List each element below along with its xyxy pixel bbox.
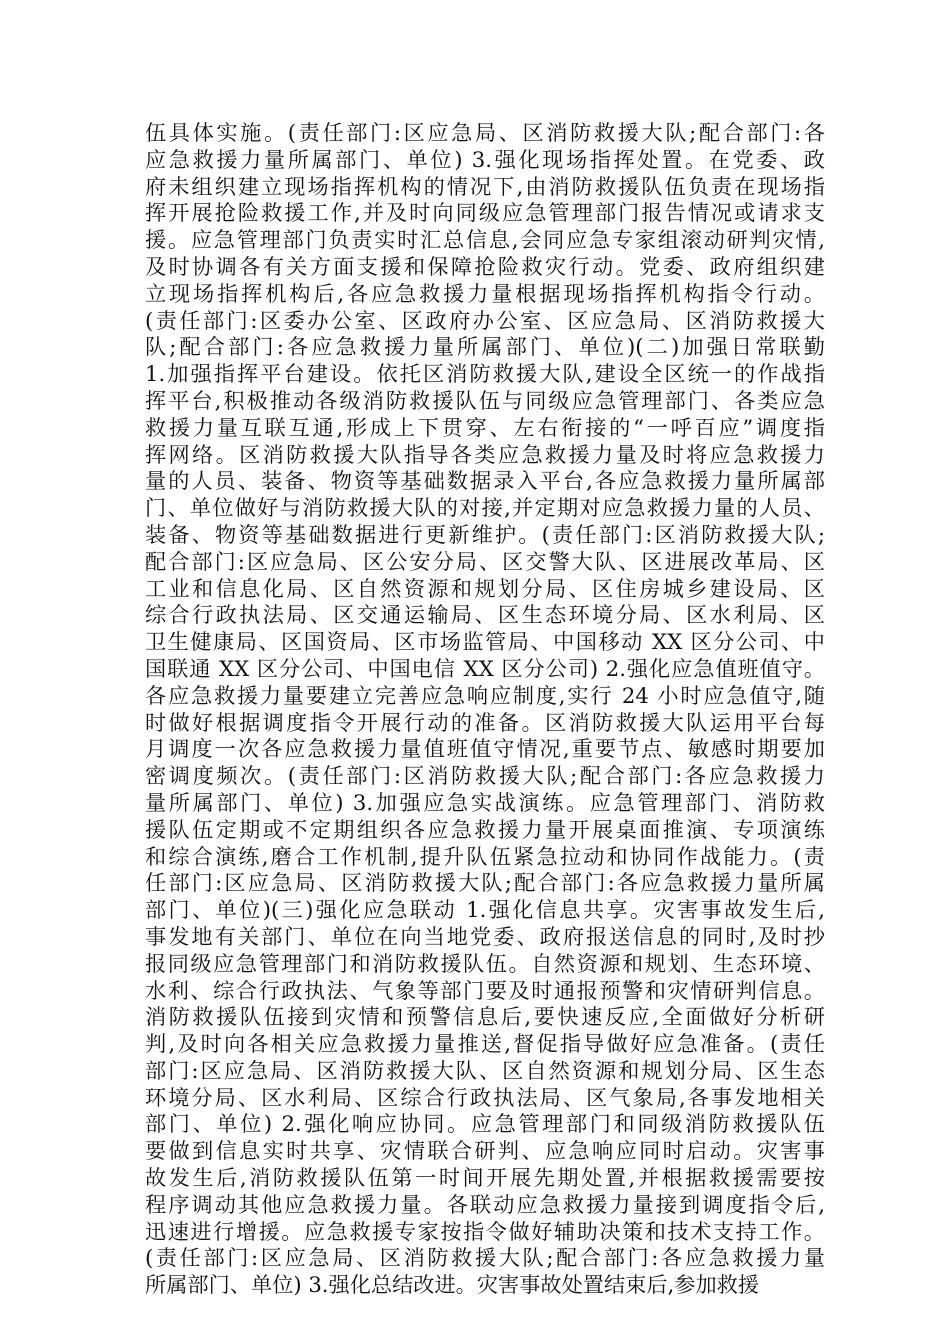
text-line: 装备、物资等基础数据进行更新维护。(责任部门:区消防救援大队; <box>145 521 825 547</box>
text-line: 故发生后,消防救援队伍第一时间开展先期处置,并根据救援需要按 <box>145 1165 825 1191</box>
text-line: 部门、单位)(三)强化应急联动 1.强化信息共享。灾害事故发生后, <box>145 897 825 923</box>
text-line: 和综合演练,磨合工作机制,提升队伍紧急拉动和协同作战能力。(责 <box>145 843 825 869</box>
text-line: 队;配合部门:各应急救援力量所属部门、单位)(二)加强日常联勤 <box>145 334 825 360</box>
text-line: 任部门:区应急局、区消防救援大队;配合部门:各应急救援力量所属 <box>145 870 825 896</box>
text-line: 伍具体实施。(责任部门:区应急局、区消防救援大队;配合部门:各 <box>145 120 825 145</box>
text-line: 立现场指挥机构后,各应急救援力量根据现场指挥机构指令行动。 <box>145 280 825 306</box>
text-line: 量的人员、装备、物资等基础数据录入平台,各应急救援力量所属部 <box>145 468 825 494</box>
text-line: 迅速进行增援。应急救援专家按指令做好辅助决策和技术支持工作。 <box>145 1218 825 1244</box>
text-line: 挥网络。区消防救援大队指导各类应急救援力量及时将应急救援力 <box>145 441 825 467</box>
text-line: 门、单位做好与消防救援大队的对接,并定期对应急救援力量的人员、 <box>145 495 825 521</box>
text-line: 判,及时向各相关应急救援力量推送,督促指导做好应急准备。(责任 <box>145 1031 825 1057</box>
text-line: 程序调动其他应急救援力量。各联动应急救援力量接到调度指令后, <box>145 1191 825 1217</box>
text-line: 国联通 XX 区分公司、中国电信 XX 区分公司) 2.强化应急值班值守。 <box>145 655 825 681</box>
text-line: (责任部门:区委办公室、区政府办公室、区应急局、区消防救援大 <box>145 307 825 333</box>
text-line: 府未组织建立现场指挥机构的情况下,由消防救援队伍负责在现场指 <box>145 173 825 199</box>
body-text <box>145 120 825 1299</box>
text-line: 时做好根据调度指令开展行动的准备。区消防救援大队运用平台每 <box>145 709 825 735</box>
text-line: 援队伍定期或不定期组织各应急救援力量开展桌面推演、专项演练 <box>145 816 825 842</box>
text-line: 月调度一次各应急救援力量值班值守情况,重要节点、敏感时期要加 <box>145 736 825 762</box>
text-line: 报同级应急管理部门和消防救援队伍。自然资源和规划、生态环境、 <box>145 950 825 976</box>
text-line: 综合行政执法局、区交通运输局、区生态环境分局、区水利局、区 <box>145 602 825 628</box>
text-line: (责任部门:区应急局、区消防救援大队;配合部门:各应急救援力量 <box>145 1245 825 1271</box>
text-line: 援。应急管理部门负责实时汇总信息,会同应急专家组滚动研判灾情, <box>145 227 825 253</box>
text-line: 所属部门、单位) 3.强化总结改进。灾害事故处置结束后,参加救援 <box>145 1272 760 1298</box>
text-line: 救援力量互联互通,形成上下贯穿、左右衔接的“一呼百应”调度指 <box>145 414 825 440</box>
text-line: 应急救援力量所属部门、单位) 3.强化现场指挥处置。在党委、政 <box>145 146 825 172</box>
text-line: 及时协调各有关方面支援和保障抢险救灾行动。党委、政府组织建 <box>145 253 825 279</box>
text-line: 配合部门:区应急局、区公安分局、区交警大队、区进展改革局、区 <box>145 548 825 574</box>
text-line: 各应急救援力量要建立完善应急响应制度,实行 24 小时应急值守,随 <box>145 682 825 708</box>
text-line: 卫生健康局、区国资局、区市场监管局、中国移动 XX 区分公司、中 <box>145 629 825 655</box>
text-line: 工业和信息化局、区自然资源和规划分局、区住房城乡建设局、区 <box>145 575 825 601</box>
text-line: 部门、单位) 2.强化响应协同。应急管理部门和同级消防救援队伍 <box>145 1111 825 1137</box>
text-line: 挥开展抢险救援工作,并及时向同级应急管理部门报告情况或请求支 <box>145 200 825 226</box>
text-line: 部门:区应急局、区消防救援大队、区自然资源和规划分局、区生态 <box>145 1057 825 1083</box>
text-line: 消防救援队伍接到灾情和预警信息后,要快速反应,全面做好分析研 <box>145 1004 825 1030</box>
text-line: 密调度频次。(责任部门:区消防救援大队;配合部门:各应急救援力 <box>145 763 825 789</box>
text-line: 1.加强指挥平台建设。依托区消防救援大队,建设全区统一的作战指 <box>145 361 825 387</box>
text-line: 要做到信息实时共享、灾情联合研判、应急响应同时启动。灾害事 <box>145 1138 825 1164</box>
text-line: 挥平台,积极推动各级消防救援队伍与同级应急管理部门、各类应急 <box>145 387 825 413</box>
text-line: 事发地有关部门、单位在向当地党委、政府报送信息的同时,及时抄 <box>145 923 825 949</box>
text-line: 环境分局、区水利局、区综合行政执法局、区气象局,各事发地相关 <box>145 1084 825 1110</box>
text-line: 量所属部门、单位) 3.加强应急实战演练。应急管理部门、消防救 <box>145 789 825 815</box>
text-line: 水利、综合行政执法、气象等部门要及时通报预警和灾情研判信息。 <box>145 977 825 1003</box>
